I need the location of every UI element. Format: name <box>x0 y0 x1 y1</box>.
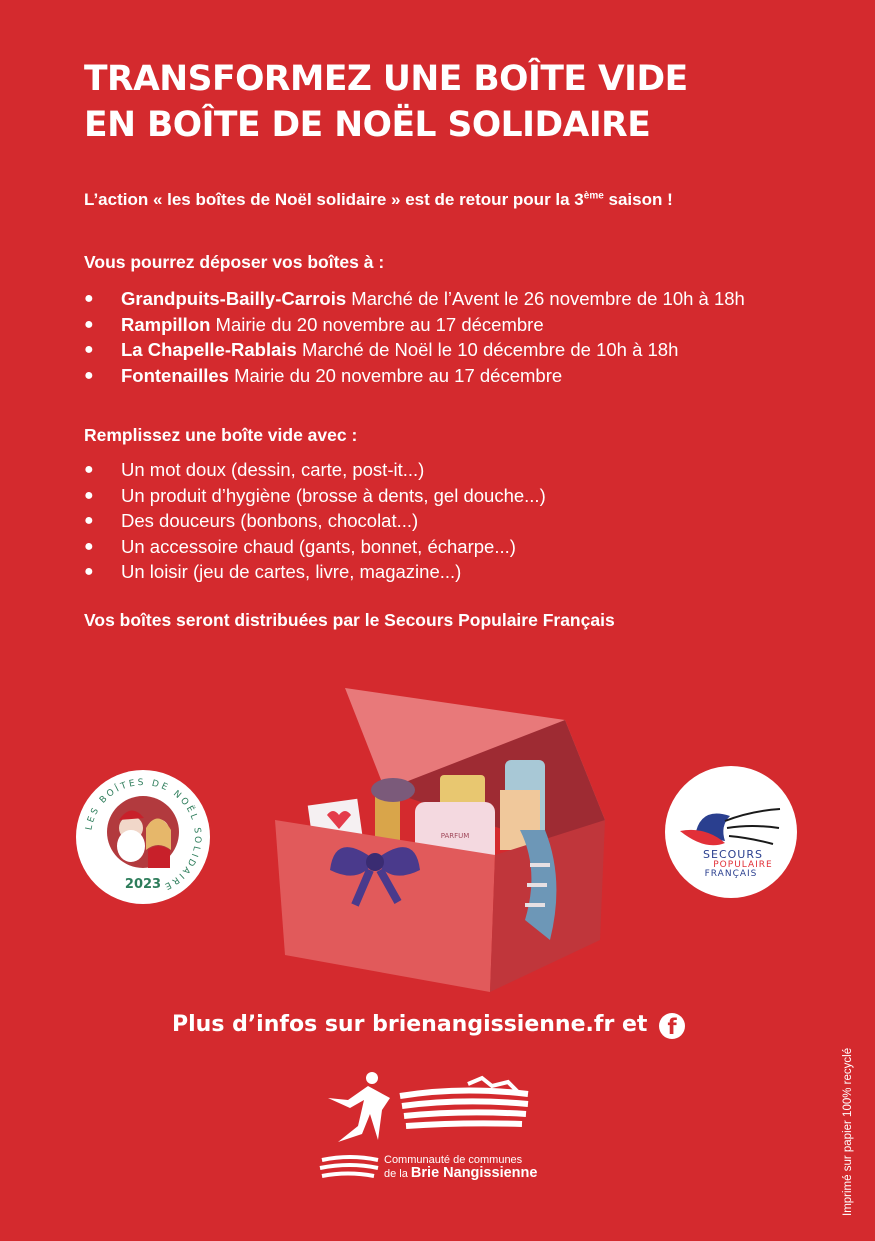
print-note: Imprimé sur papier 100% recyclé <box>842 1047 854 1216</box>
title-line-1: TRANSFORMEZ UNE BOÎTE VIDE <box>84 59 688 99</box>
facebook-icon[interactable]: f <box>659 1013 685 1039</box>
fill-item: ● Un mot doux (dessin, carte, post-it...) <box>84 459 425 480</box>
secours-line-3: FRANÇAIS <box>704 869 758 879</box>
badge-year: 2023 <box>124 877 162 892</box>
community-line-1: Communauté de communes <box>384 1154 523 1166</box>
intro-main: L’action « les boîtes de Noël solidaire » est de retour pour la 3 <box>84 190 584 209</box>
more-info-text: Plus d’infos sur brienangissienne.fr et <box>172 1012 648 1037</box>
secours-line-1: SECOURS <box>703 848 763 861</box>
fields-icon <box>318 1152 380 1186</box>
community-brand: Brie Nangissienne <box>410 1165 538 1181</box>
title-line-2: EN BOÎTE DE NOËL SOLIDAIRE <box>84 105 651 145</box>
more-info <box>172 1012 685 1039</box>
deposit-item: ● Rampillon Mairie du 20 novembre au 17 décembre <box>84 313 544 335</box>
page-title <box>84 56 688 148</box>
fill-heading: Remplissez une boîte vide avec : <box>84 425 358 445</box>
gift-box-illustration <box>265 680 615 992</box>
distribution-note: Vos boîtes seront distribuées par le Secours Populaire Français <box>84 610 615 630</box>
brie-nangissienne-logo <box>318 1070 538 1130</box>
deposit-list <box>84 286 745 388</box>
intro-text <box>84 190 673 210</box>
intro-tail: saison ! <box>603 190 673 209</box>
fill-item: ● Un loisir (jeu de cartes, livre, magazine...) <box>84 561 462 582</box>
boites-noel-badge <box>76 770 210 904</box>
intro-superscript: ème <box>583 190 604 202</box>
secours-populaire-logo <box>665 766 797 898</box>
fill-item: ● Des douceurs (bonbons, chocolat...) <box>84 510 419 531</box>
parfum-label: PARFUM <box>440 832 470 840</box>
deposit-item: ● La Chapelle-Rablais Marché de Noël le 10 décembre de 10h à 18h <box>84 339 679 360</box>
deposit-heading: Vous pourrez déposer vos boîtes à : <box>84 252 385 272</box>
deposit-item: ● Grandpuits-Bailly-Carrois Marché de l’Avent le 26 novembre de 10h à 18h <box>84 288 745 309</box>
deposit-item: ● Fontenailles Mairie du 20 novembre au 17 décembre <box>84 364 563 386</box>
fill-list <box>84 457 546 585</box>
badge-ring-text: LES BOÎTES DE NOËL SOLIDAIRE <box>84 777 203 892</box>
secours-line-2: POPULAIRE <box>713 860 773 870</box>
fill-item: ● Un accessoire chaud (gants, bonnet, écharpe...) <box>84 535 516 557</box>
community-name: Communauté de communes de la Brie Nangissienne <box>384 1154 538 1181</box>
fill-item: ● Un produit d’hygiène (brosse à dents, gel douche...) <box>84 484 546 506</box>
